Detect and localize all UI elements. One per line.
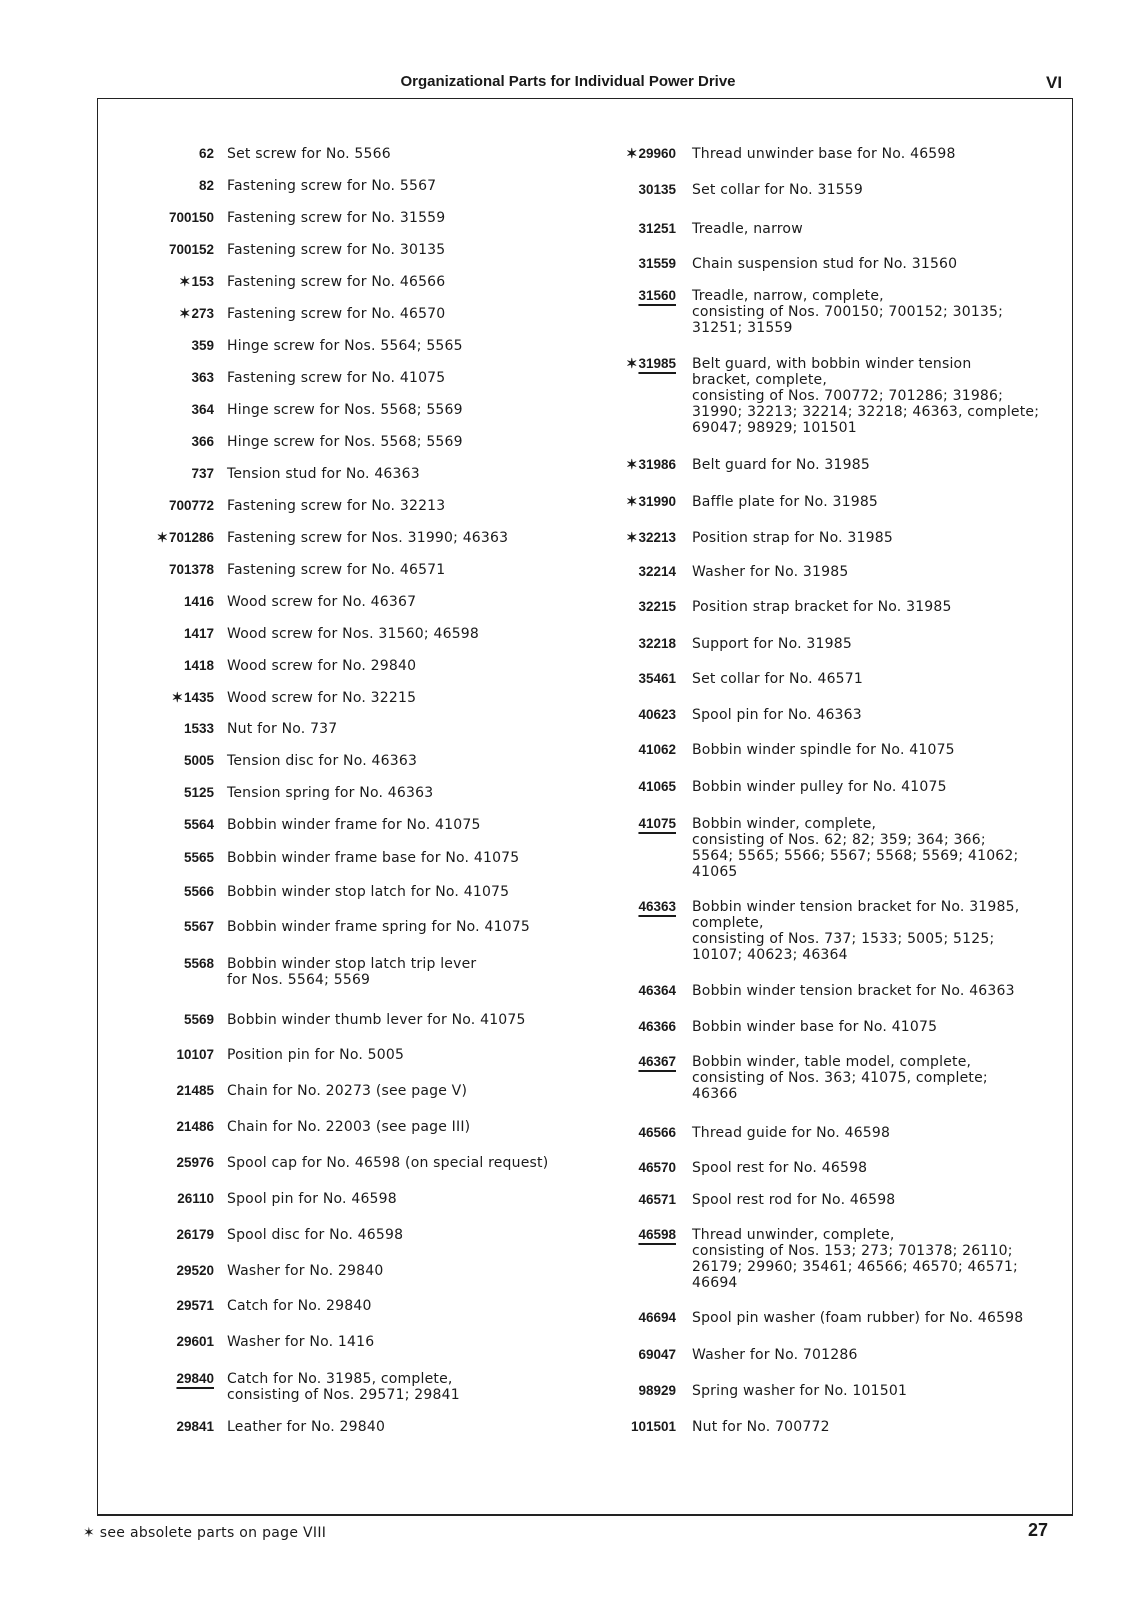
part-description: Belt guard, with bobbin winder tension bracket, complete, consisting of Nos. 700772; 701286; 31986; 31990; 32213; 32214; 32218; 46363, complete; 69047; 98929; 101501	[692, 356, 1040, 436]
part-number-value: 25976	[176, 1155, 214, 1170]
part-description: Fastening screw for No. 46570	[227, 306, 446, 322]
part-number	[598, 288, 676, 304]
part-description: Tension spring for No. 46363	[227, 785, 434, 801]
part-description: Spool rest rod for No. 46598	[692, 1192, 896, 1208]
part-number-value: 31985	[638, 356, 676, 371]
part-description: Bobbin winder, complete, consisting of Nos. 62; 82; 359; 364; 366; 5564; 5565; 5566; 5567; 5568; 5569; 41062; 41065	[692, 816, 1019, 880]
part-number-value: 1435	[183, 690, 214, 705]
part-number	[598, 671, 676, 687]
footnote	[83, 1525, 326, 1541]
part-number	[598, 494, 676, 510]
part-number	[140, 626, 214, 642]
part-description: Hinge screw for Nos. 5564; 5565	[227, 338, 463, 354]
part-number-value: 700150	[168, 210, 214, 225]
part-number	[598, 899, 676, 915]
part-description: Thread unwinder, complete, consisting of Nos. 153; 273; 701378; 26110; 26179; 29960; 35461; 46566; 46570; 46571; 46694	[692, 1227, 1018, 1291]
part-number-value: 29520	[176, 1263, 214, 1278]
part-number	[140, 1119, 214, 1135]
part-number-value: 30135	[638, 182, 676, 197]
part-number	[598, 599, 676, 615]
part-description: Fastening screw for Nos. 31990; 46363	[227, 530, 509, 546]
obsolete-star-icon: ✶	[626, 457, 638, 472]
part-description: Bobbin winder spindle for No. 41075	[692, 742, 955, 758]
part-number	[598, 530, 676, 546]
part-description: Catch for No. 31985, complete, consisting of Nos. 29571; 29841	[227, 1371, 460, 1403]
part-description: Tension stud for No. 46363	[227, 466, 420, 482]
part-number-value: 363	[191, 370, 214, 385]
part-number-value: 359	[191, 338, 214, 353]
part-number	[598, 256, 676, 272]
part-description: Chain for No. 22003 (see page III)	[227, 1119, 471, 1135]
part-description: Spool pin for No. 46598	[227, 1191, 397, 1207]
part-number-value: 273	[191, 306, 214, 321]
part-number	[140, 753, 214, 769]
part-number-value: 29601	[176, 1334, 214, 1349]
part-description: Support for No. 31985	[692, 636, 852, 652]
part-number-value: 46570	[638, 1160, 676, 1175]
part-number-value: 364	[191, 402, 214, 417]
part-number-value: 5565	[183, 850, 214, 865]
part-description: Fastening screw for No. 41075	[227, 370, 446, 386]
part-number	[140, 146, 214, 162]
part-description: Set collar for No. 46571	[692, 671, 863, 687]
part-description: Spool rest for No. 46598	[692, 1160, 868, 1176]
part-number	[140, 919, 214, 935]
part-number	[140, 1047, 214, 1063]
page-number: 27	[1028, 1520, 1049, 1540]
part-number	[598, 457, 676, 473]
part-number	[140, 884, 214, 900]
part-number	[598, 1160, 676, 1176]
part-number-value: 46366	[638, 1019, 676, 1034]
part-number-value: 41075	[638, 816, 676, 831]
part-description: Spool cap for No. 46598 (on special request)	[227, 1155, 549, 1171]
part-description: Set collar for No. 31559	[692, 182, 863, 198]
part-number-value: 98929	[638, 1383, 676, 1398]
obsolete-star-icon: ✶	[156, 530, 168, 545]
part-number	[598, 779, 676, 795]
part-number-value: 32215	[638, 599, 676, 614]
part-number	[140, 850, 214, 866]
part-description: Nut for No. 700772	[692, 1419, 830, 1435]
part-number	[140, 530, 214, 546]
part-number-value: 35461	[638, 671, 676, 686]
part-number	[140, 498, 214, 514]
part-description: Fastening screw for No. 31559	[227, 210, 446, 226]
part-number	[598, 1054, 676, 1070]
part-number-value: 62	[198, 146, 214, 161]
part-number	[598, 1192, 676, 1208]
part-number	[598, 564, 676, 580]
part-description: Spring washer for No. 101501	[692, 1383, 908, 1399]
part-description: Chain for No. 20273 (see page V)	[227, 1083, 468, 1099]
part-description: Belt guard for No. 31985	[692, 457, 870, 473]
part-description: Bobbin winder tension bracket for No. 31985, complete, consisting of Nos. 737; 1533; 5005; 5125; 10107; 40623; 46364	[692, 899, 1020, 963]
part-number-value: 26179	[176, 1227, 214, 1242]
part-description: Fastening screw for No. 32213	[227, 498, 446, 514]
part-number-value: 5005	[183, 753, 214, 768]
part-description: Bobbin winder base for No. 41075	[692, 1019, 938, 1035]
part-number	[140, 1263, 214, 1279]
part-number-value: 46566	[638, 1125, 676, 1140]
part-number-value: 1416	[183, 594, 214, 609]
part-description: Thread guide for No. 46598	[692, 1125, 891, 1141]
part-number-value: 1533	[183, 721, 214, 736]
part-number	[598, 146, 676, 162]
part-description: Bobbin winder frame spring for No. 41075	[227, 919, 531, 935]
part-number	[140, 1191, 214, 1207]
part-number-value: 1418	[183, 658, 214, 673]
part-number-value: 32218	[638, 636, 676, 651]
footnote-text: see absolete parts on page VIII	[99, 1525, 327, 1541]
part-number	[140, 1083, 214, 1099]
part-number-value: 737	[191, 466, 214, 481]
part-number-value: 21486	[176, 1119, 214, 1134]
part-number	[140, 178, 214, 194]
part-number	[140, 594, 214, 610]
part-description: Fastening screw for No. 30135	[227, 242, 446, 258]
part-number	[140, 562, 214, 578]
part-number-value: 41062	[638, 742, 676, 757]
part-number	[598, 182, 676, 198]
part-number	[598, 1347, 676, 1363]
part-number	[598, 1125, 676, 1141]
part-number	[598, 1227, 676, 1243]
part-description: Thread unwinder base for No. 46598	[692, 146, 956, 162]
part-number-value: 32213	[638, 530, 676, 545]
part-number-value: 700152	[168, 242, 214, 257]
part-number-value: 5125	[183, 785, 214, 800]
part-number-value: 82	[198, 178, 214, 193]
part-number	[598, 1310, 676, 1326]
part-number	[140, 956, 214, 972]
part-description: Washer for No. 31985	[692, 564, 849, 580]
part-description: Position pin for No. 5005	[227, 1047, 405, 1063]
obsolete-star-icon: ✶	[171, 690, 183, 705]
part-number	[140, 210, 214, 226]
part-description: Washer for No. 701286	[692, 1347, 858, 1363]
part-description: Position strap bracket for No. 31985	[692, 599, 952, 615]
part-number	[140, 1012, 214, 1028]
part-number	[598, 816, 676, 832]
part-description: Leather for No. 29840	[227, 1419, 386, 1435]
part-description: Bobbin winder tension bracket for No. 46363	[692, 983, 1015, 999]
part-description: Chain suspension stud for No. 31560	[692, 256, 958, 272]
part-number-value: 69047	[638, 1347, 676, 1362]
part-description: Bobbin winder pulley for No. 41075	[692, 779, 947, 795]
part-description: Bobbin winder stop latch for No. 41075	[227, 884, 510, 900]
part-number	[140, 338, 214, 354]
part-number-value: 26110	[177, 1191, 214, 1206]
part-number	[140, 466, 214, 482]
part-number-value: 1417	[183, 626, 214, 641]
part-number-value: 46364	[638, 983, 676, 998]
part-description: Baffle plate for No. 31985	[692, 494, 879, 510]
part-number-value: 46694	[638, 1310, 676, 1325]
part-number	[140, 1298, 214, 1314]
part-number	[140, 817, 214, 833]
part-description: Spool disc for No. 46598	[227, 1227, 404, 1243]
part-number-value: 31251	[638, 221, 676, 236]
part-description: Bobbin winder thumb lever for No. 41075	[227, 1012, 526, 1028]
part-number	[140, 658, 214, 674]
part-description: Bobbin winder stop latch trip lever for Nos. 5564; 5569	[227, 956, 477, 988]
part-number-value: 153	[191, 274, 214, 289]
part-number-value: 41065	[638, 779, 676, 794]
obsolete-star-icon: ✶	[83, 1525, 96, 1541]
part-number	[598, 636, 676, 652]
part-number-value: 31560	[638, 288, 676, 303]
part-number	[598, 1419, 676, 1435]
part-number-value: 101501	[630, 1419, 676, 1434]
page-header-title: Organizational Parts for Individual Power Drive	[400, 73, 736, 90]
part-number-value: 700772	[168, 498, 214, 513]
part-description: Wood screw for Nos. 31560; 46598	[227, 626, 480, 642]
part-description: Wood screw for No. 32215	[227, 690, 417, 706]
part-number-value: 21485	[176, 1083, 214, 1098]
part-number-value: 46571	[638, 1192, 676, 1207]
part-description: Set screw for No. 5566	[227, 146, 391, 162]
part-number	[598, 1383, 676, 1399]
part-description: Hinge screw for Nos. 5568; 5569	[227, 434, 463, 450]
part-description: Treadle, narrow	[692, 221, 803, 237]
part-number	[140, 785, 214, 801]
part-description: Nut for No. 737	[227, 721, 338, 737]
part-number-value: 5567	[183, 919, 214, 934]
part-number-value: 46367	[638, 1054, 676, 1069]
part-number	[140, 1227, 214, 1243]
part-number-value: 31986	[638, 457, 676, 472]
part-number-value: 366	[191, 434, 214, 449]
part-number	[140, 690, 214, 706]
part-number	[140, 1334, 214, 1350]
part-description: Fastening screw for No. 5567	[227, 178, 437, 194]
part-description: Bobbin winder frame for No. 41075	[227, 817, 481, 833]
part-number	[140, 242, 214, 258]
obsolete-star-icon: ✶	[179, 306, 191, 321]
part-number	[140, 402, 214, 418]
part-number-value: 29840	[176, 1371, 214, 1386]
part-number	[598, 1019, 676, 1035]
obsolete-star-icon: ✶	[626, 494, 638, 509]
part-number-value: 701286	[168, 530, 214, 545]
part-number-value: 46598	[638, 1227, 676, 1242]
part-number	[598, 356, 676, 372]
part-number-value: 40623	[638, 707, 676, 722]
part-number	[140, 370, 214, 386]
part-description: Catch for No. 29840	[227, 1298, 372, 1314]
part-number	[140, 1155, 214, 1171]
part-number	[140, 1419, 214, 1435]
part-description: Bobbin winder frame base for No. 41075	[227, 850, 520, 866]
part-number	[598, 221, 676, 237]
part-number-value: 29960	[638, 146, 676, 161]
obsolete-star-icon: ✶	[626, 146, 638, 161]
part-number-value: 701378	[168, 562, 214, 577]
part-number-value: 32214	[638, 564, 676, 579]
part-number	[140, 274, 214, 290]
part-number	[598, 742, 676, 758]
part-number	[140, 434, 214, 450]
part-description: Fastening screw for No. 46566	[227, 274, 446, 290]
part-number	[140, 306, 214, 322]
part-number	[598, 983, 676, 999]
part-description: Treadle, narrow, complete, consisting of Nos. 700150; 700152; 30135; 31251; 31559	[692, 288, 1004, 336]
part-number-value: 5566	[183, 884, 214, 899]
part-description: Fastening screw for No. 46571	[227, 562, 446, 578]
part-number-value: 31990	[638, 494, 676, 509]
part-description: Position strap for No. 31985	[692, 530, 893, 546]
part-description: Washer for No. 1416	[227, 1334, 375, 1350]
part-description: Spool pin washer (foam rubber) for No. 46598	[692, 1310, 1024, 1326]
obsolete-star-icon: ✶	[626, 356, 638, 371]
obsolete-star-icon: ✶	[626, 530, 638, 545]
part-description: Washer for No. 29840	[227, 1263, 384, 1279]
part-description: Spool pin for No. 46363	[692, 707, 862, 723]
obsolete-star-icon: ✶	[179, 274, 191, 289]
part-number-value: 29841	[176, 1419, 214, 1434]
part-number	[598, 707, 676, 723]
part-number-value: 46363	[638, 899, 676, 914]
part-description: Bobbin winder, table model, complete, consisting of Nos. 363; 41075, complete; 46366	[692, 1054, 988, 1102]
part-number-value: 5568	[183, 956, 214, 971]
part-number	[140, 721, 214, 737]
part-number-value: 5569	[183, 1012, 214, 1027]
part-description: Wood screw for No. 46367	[227, 594, 417, 610]
part-description: Tension disc for No. 46363	[227, 753, 418, 769]
part-description: Hinge screw for Nos. 5568; 5569	[227, 402, 463, 418]
part-description: Wood screw for No. 29840	[227, 658, 417, 674]
part-number-value: 10107	[176, 1047, 214, 1062]
part-number-value: 31559	[638, 256, 676, 271]
part-number-value: 29571	[176, 1298, 214, 1313]
part-number	[140, 1371, 214, 1387]
part-number-value: 5564	[183, 817, 214, 832]
section-numeral: VI	[1046, 73, 1063, 92]
